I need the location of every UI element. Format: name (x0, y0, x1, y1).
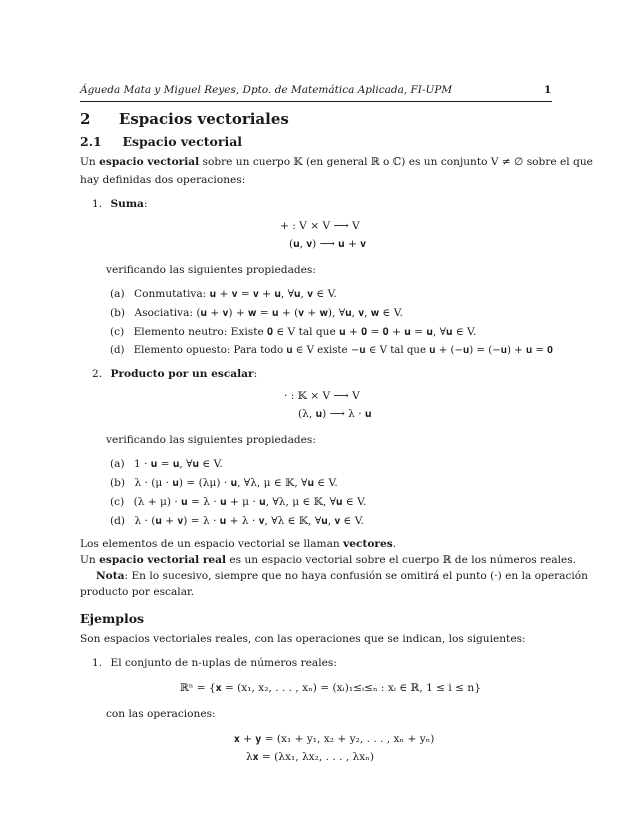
scalar-property-d (110, 515, 364, 528)
item-2-lead: verificando las siguientes propiedades: (106, 434, 316, 446)
vector-sum-formula: 𝐱 + 𝐲 = (x₁ + y₁, x₂ + y₂, . . . , xₙ + yₙ) (234, 733, 435, 745)
prop-label: (a) (110, 288, 125, 300)
sum-property-c (110, 326, 476, 339)
prop-label: (d) (110, 515, 126, 527)
intro-line-1 (80, 156, 593, 168)
closing-text: Los elementos de un espacio vectorial se llaman (80, 538, 344, 550)
prop-text: (λ + μ) · 𝐮 = λ · 𝐮 + μ · 𝐮, ∀λ, μ ∈ 𝕂, ∀𝐮 ∈ V. (133, 496, 367, 508)
sum-rule-formula: (𝐮, 𝐯) ⟶ 𝐮 + 𝐯 (289, 238, 367, 250)
prop-label: (d) (110, 345, 125, 356)
prop-text: Elemento opuesto: Para todo 𝐮 ∈ V existe −𝐮 ∈ V tal que 𝐮 + (−𝐮) = (−𝐮) + 𝐮 = 𝟎 (133, 345, 553, 356)
prop-text: Conmutativa: 𝐮 + 𝐯 = 𝐯 + 𝐮, ∀𝐮, 𝐯 ∈ V. (133, 288, 337, 300)
page-number: 1 (544, 84, 552, 96)
intro-text-b: sobre un cuerpo 𝕂 (en general ℝ o ℂ) es un conjunto V ≠ ∅ sobre el que (199, 156, 593, 168)
prop-text: λ · (𝐮 + 𝐯) = λ · 𝐮 + λ · 𝐯, ∀λ ∈ 𝕂, ∀𝐮, 𝐯 ∈ V. (134, 515, 364, 527)
prop-label: (b) (110, 477, 126, 489)
rn-set-formula: ℝⁿ = {𝐱 = (x₁, x₂, . . . , xₙ) = (xᵢ)₁≤ᵢ≤ₙ : xᵢ ∈ ℝ, 1 ≤ i ≤ n} (180, 682, 481, 694)
item-2-title: Producto por un escalar (110, 368, 254, 380)
sum-property-b (110, 307, 403, 320)
subsection-number: 2.1 (80, 134, 102, 149)
closing-text: . (392, 538, 397, 550)
item-2-colon: : (253, 368, 258, 380)
scalar-product-formula: λ𝐱 = (λx₁, λx₂, . . . , λxₙ) (246, 751, 374, 763)
prop-label: (c) (110, 496, 125, 508)
defined-term-vectores: vectores (343, 538, 393, 550)
prop-text: λ · (μ · 𝐮) = (λμ) · 𝐮, ∀λ, μ ∈ 𝕂, ∀𝐮 ∈ V. (134, 477, 338, 489)
scalar-rule-formula: (λ, 𝐮) ⟶ λ · 𝐮 (298, 408, 372, 420)
closing-line-2 (80, 554, 576, 566)
running-header: Águeda Mata y Miguel Reyes, Dpto. de Matemática Aplicada, FI-UPM (80, 84, 453, 96)
intro-text-a: Un (80, 156, 100, 168)
closing-text: Un (80, 554, 100, 566)
note-label: Nota (96, 570, 125, 582)
defined-term: espacio vectorial (99, 156, 200, 168)
subsection-title: Espacio vectorial (122, 134, 243, 149)
scalar-map-formula: · : 𝕂 × V ⟶ V (284, 390, 360, 402)
prop-label: (b) (110, 307, 126, 319)
scalar-property-a (110, 458, 223, 471)
defined-term-real: espacio vectorial real (99, 554, 227, 566)
example-1 (92, 657, 337, 669)
scalar-property-b (110, 477, 338, 490)
prop-label: (a) (110, 458, 125, 470)
sum-property-a (110, 288, 337, 301)
example-1-number: 1. (92, 657, 103, 669)
header-rule (80, 101, 552, 102)
prop-text: Elemento neutro: Existe 𝟎 ∈ V tal que 𝐮 + 𝟎 = 𝟎 + 𝐮 = 𝐮, ∀𝐮 ∈ V. (133, 326, 477, 338)
sum-property-d (110, 345, 553, 357)
closing-text: es un espacio vectorial sobre el cuerpo ℝ de los números reales. (226, 554, 577, 566)
section-title: Espacios vectoriales (118, 110, 289, 128)
note-line (96, 570, 588, 582)
intro-line-2: hay definidas dos operaciones: (80, 174, 246, 186)
subsection-heading (80, 134, 242, 149)
item-2-number: 2. (92, 368, 103, 380)
prop-text: Asociativa: (𝐮 + 𝐯) + 𝐰 = 𝐮 + (𝐯 + 𝐰), ∀𝐮, 𝐯, 𝐰 ∈ V. (134, 307, 403, 319)
item-1-lead: verificando las siguientes propiedades: (106, 264, 316, 276)
scalar-property-c (110, 496, 366, 509)
section-heading (80, 110, 289, 128)
section-number: 2 (80, 110, 91, 128)
examples-intro: Son espacios vectoriales reales, con las operaciones que se indican, los siguientes: (80, 633, 526, 645)
item-1-heading (92, 198, 148, 210)
item-1-colon: : (143, 198, 148, 210)
closing-line-1 (80, 538, 396, 550)
example-1-text: El conjunto de n-uplas de números reales: (110, 657, 337, 669)
examples-heading: Ejemplos (80, 611, 145, 626)
ops-lead: con las operaciones: (106, 708, 216, 720)
note-line-2: producto por escalar. (80, 586, 195, 598)
sum-map-formula: + : V × V ⟶ V (280, 220, 360, 232)
prop-label: (c) (110, 326, 125, 338)
item-1-number: 1. (92, 198, 103, 210)
prop-text: 1 · 𝐮 = 𝐮, ∀𝐮 ∈ V. (133, 458, 223, 470)
item-2-heading (92, 368, 257, 380)
item-1-title: Suma (110, 198, 144, 210)
note-text: : En lo sucesivo, siempre que no haya confusión se omitirá el punto (·) en la operación (124, 570, 588, 582)
